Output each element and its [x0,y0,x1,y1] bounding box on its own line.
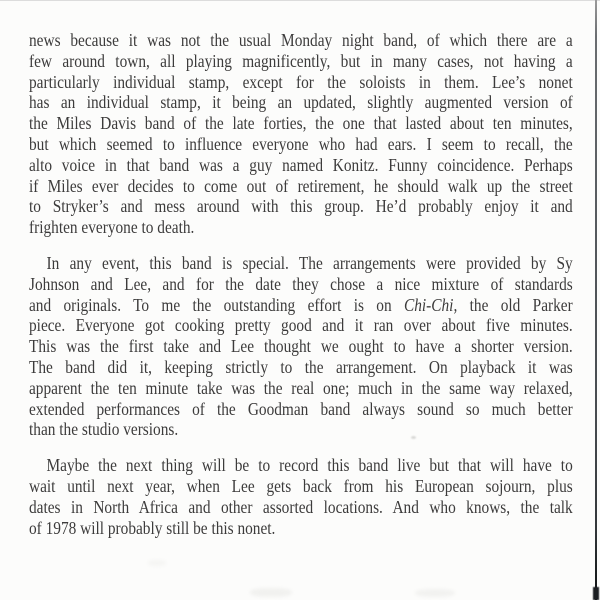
scan-artifact-smudge [148,560,166,566]
text-line: particularly individual stamp, except for the soloists in them. Lee’s nonet [29,71,573,92]
text-line: alto voice in that band was a guy named Konitz. Funny coincidence. Perhaps [29,154,573,175]
text-line: has an individual stamp, it being an updated, slightly augmented version of [29,92,573,113]
text-line: The band did it, keeping strictly to the arrangement. On playback it was [29,356,573,377]
italic-title: Chi-Chi, [403,294,458,315]
text-line: This was the first take and Lee thought we ought to have a shorter version. [29,336,573,357]
text-line: extended performances of the Goodman band always sound so much better [29,398,573,419]
text-line: Johnson and Lee, and for the date they chose a nice mixture of standards [29,273,573,294]
scan-artifact-smudge [415,589,455,597]
text-line: wait until next year, when Lee gets back from his European sojourn, plus [29,475,573,496]
text-line: to Stryker’s and mess around with this group. He’d probably enjoy it and [29,196,573,217]
scan-artifact-corner-mark [593,587,599,600]
scan-artifact-right-edge-line [595,0,597,600]
text-line: In any event, this band is special. The arrangements were provided by Sy [46,252,573,273]
text-line: than the studio versions. [29,419,179,440]
text-line: piece. Everyone got cooking pretty good and it ran over about five minutes. [29,315,573,336]
text-line: and originals. To me the outstanding effort is on Chi-Chi, the old Parker [29,294,573,315]
page-text [29,30,573,538]
scan-artifact-smudge [250,588,292,597]
text-line: Maybe the next thing will be to record this band live but that will have to [46,455,573,476]
paragraph [29,30,573,238]
scan-artifact-speck [411,436,416,439]
text-line: news because it was not the usual Monday night band, of which there are a [29,30,573,50]
text-line: but which seemed to influence everyone who had ears. I seem to recall, the [29,133,573,154]
paragraph [29,253,573,440]
text-line: apparent the ten minute take was the real one; much in the same way relaxed, [29,377,573,398]
text-line: frighten everyone to death. [29,217,195,238]
paragraph [29,455,573,538]
scan-artifact-top-edge [0,0,600,1]
text-line: of 1978 will probably still be this nonet. [29,517,276,538]
text-line: few around town, all playing magnificently, but in many cases, not having a [29,50,573,71]
text-line: the Miles Davis band of the late forties, the one that lasted about ten minutes, [29,113,573,134]
text-line: if Miles ever decides to come out of retirement, he should walk up the street [29,175,573,196]
text-line: dates in North Africa and other assorted locations. And who knows, the talk [29,496,573,517]
